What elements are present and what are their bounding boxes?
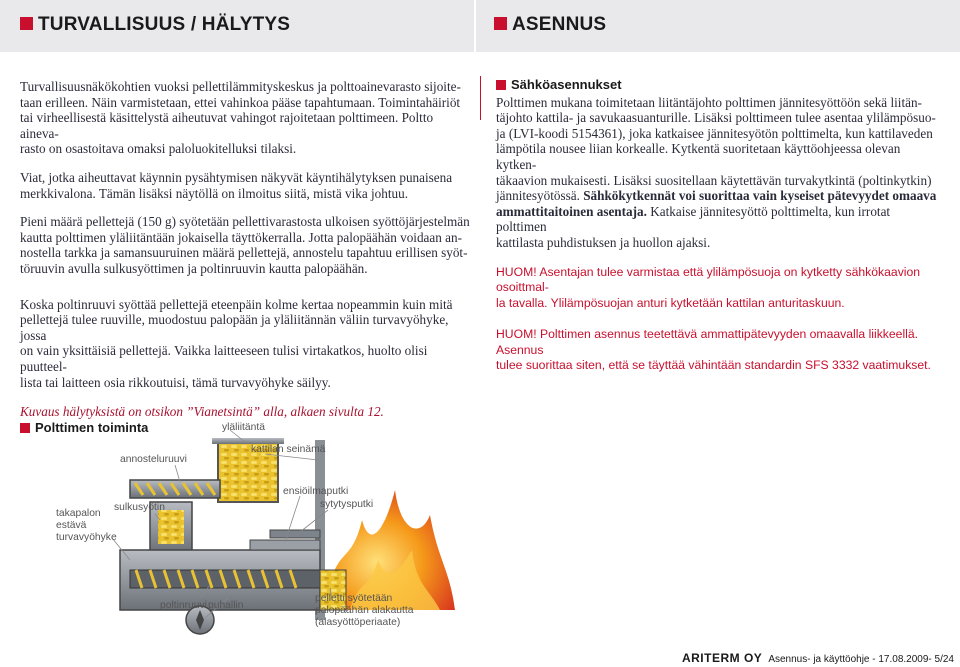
label-annosteluruuvi: annosteluruuvi (120, 454, 187, 465)
label-poltinruuvi: poltinruuvi (160, 600, 207, 611)
right-column (496, 77, 942, 386)
header-square-icon (20, 17, 33, 30)
left-paragraph-2: Viat, jotka aiheuttavat käynnin pysähtymisen näkyvät käyntihälytyksen punaisena merkkivalona. Tämän lisäksi näytöllä on ilmoitus siitä, mistä vika johtuu. (20, 169, 453, 201)
label-sulkusyotin: sulkusyötin (114, 502, 165, 513)
ignition-tube (270, 530, 320, 538)
page-footer (682, 651, 954, 665)
left-paragraph-1: Turvallisuusnäkökohtien vuoksi pellettilämmityskeskus ja polttoainevarasto sijoite- taan erilleen. Näin varmistetaan, ettei vahinkoa pääse tapahtumaan. Toimintahäiriöt tai virheellisestä käsittelystä aiheutuvat vahingot rajoitetaan polttimeen. Poltto aineva- rasto on osastoitava omaksi paloluokitelluksi tilaksi. (20, 79, 461, 157)
left-header-title: TURVALLISUUS / HÄLYTYS (38, 14, 291, 35)
section-square-icon (20, 423, 30, 433)
section-title: Sähköasennukset (511, 77, 622, 92)
header-square-icon (494, 17, 507, 30)
left-paragraph-4: Koska poltinruuvi syöttää pellettejä eteenpäin kolme kertaa nopeammin kuin mitä pellettejä tulee ruuville, muodostuu palopään ja yläliitännän väliin turvavyöhyke, jossa on vain yksittäisiä pellettejä. Vaikka laitteeseen tulisi virtakatkos, huolto olisi puutteel- lista tai laitteen osia rikkoutuisi, tämä turvavyöhyke säilyy. (20, 296, 453, 390)
warning-2-text: Polttimen asennus teetettävä ammattipätevyyden omaavalla liikkeellä. Asennus tulee suorittaa siten, että se täyttää vähintään standardin SFS 3332 vaatimukset. (496, 327, 931, 373)
left-column (20, 79, 470, 433)
left-header-bar (0, 0, 474, 52)
right-header-title: ASENNUS (512, 14, 607, 35)
electrical-paragraph (496, 95, 942, 251)
warning-1-label: HUOM! (496, 264, 537, 279)
right-header-bar (476, 0, 960, 52)
label-kattilan-seinama: kattilan seinämä (251, 444, 326, 455)
footer-text: Asennus- ja käyttöohje - 17.08.2009- 5/24 (768, 654, 954, 665)
diagram-title: Polttimen toiminta (35, 420, 149, 435)
left-paragraph-3: Pieni määrä pellettejä (150 g) syötetään pellettivarastosta ulkoisen syöttöjärjestelmän kautta polttimen yläliitäntään jokaisella täyttökerralla. Jotta palopäähän voidaan an- nostella tarkka ja samansuuruinen määrä pellettejä, annostelu tapahtuu erillisen syöt- töruuvin avulla sulkusyöttimen ja poltinruuvin kautta palopäähän. (20, 214, 470, 276)
label-ylaliitanta: yläliitäntä (222, 422, 265, 433)
label-puhallin: puhallin (208, 600, 244, 611)
label-sytytysputki: sytytysputki (320, 499, 374, 510)
alarm-reference-note: Kuvaus hälytyksistä on otsikon ”Vianetsintä” alla, alkaen sivulta 12. (20, 404, 384, 420)
warning-2-label: HUOM! (496, 327, 537, 342)
warning-2 (496, 327, 942, 374)
electrical-text-1: Polttimen mukana toimitetaan liitäntäjohto polttimen jännitesyöttöön sekä liitän- täjohto kattila- ja savukaasuanturille. Lisäksi polttimeen tulee asentaa ylilämpösuo- ja (LVI-koodi 5154361), joka katkaisee jännitesyötön polttimelta, kun kattilaveden lämpötila nousee liian korkealle. Kytkentä suoritetaan käyttöohjeessa olevan kytken- täkaavion mukaisesti. Lisäksi suositellaan käytettävän turvakytkintä (poltinkytkin) jännitesyötössä. (496, 94, 936, 204)
column-divider (480, 76, 481, 120)
section-heading-electrical (496, 77, 942, 93)
section-square-icon (496, 80, 506, 90)
footer-brand: ARITERM OY (681, 651, 763, 665)
label-ensiilmaputki: ensiöilmaputki (283, 486, 349, 497)
electrical-text-2: Katkaise jännitesyöttö polttimelta, kun irrotat polttimen kattilasta puhdistuksen ja huollon ajaksi. (496, 203, 891, 250)
electrical-text-bold: Sähkökytkennät voi suorittaa vain kyseiset pätevyydet omaava ammattitaitoinen asentaja. (496, 188, 937, 219)
warning-1-text: Asentajan tulee varmistaa että ylilämpösuoja on kytketty sähkökaavion osoittmal- la tavalla. Ylilämpösuojan anturi kytketään kattilan anturitaskuun. (496, 264, 921, 310)
label-takapalon: takapalon estävä turvavyöhyke (56, 508, 117, 543)
warning-1 (496, 265, 942, 312)
label-pelletti: pelletti syötetään palopäähän alakautta (alasyöttöperiaate) (315, 593, 414, 628)
